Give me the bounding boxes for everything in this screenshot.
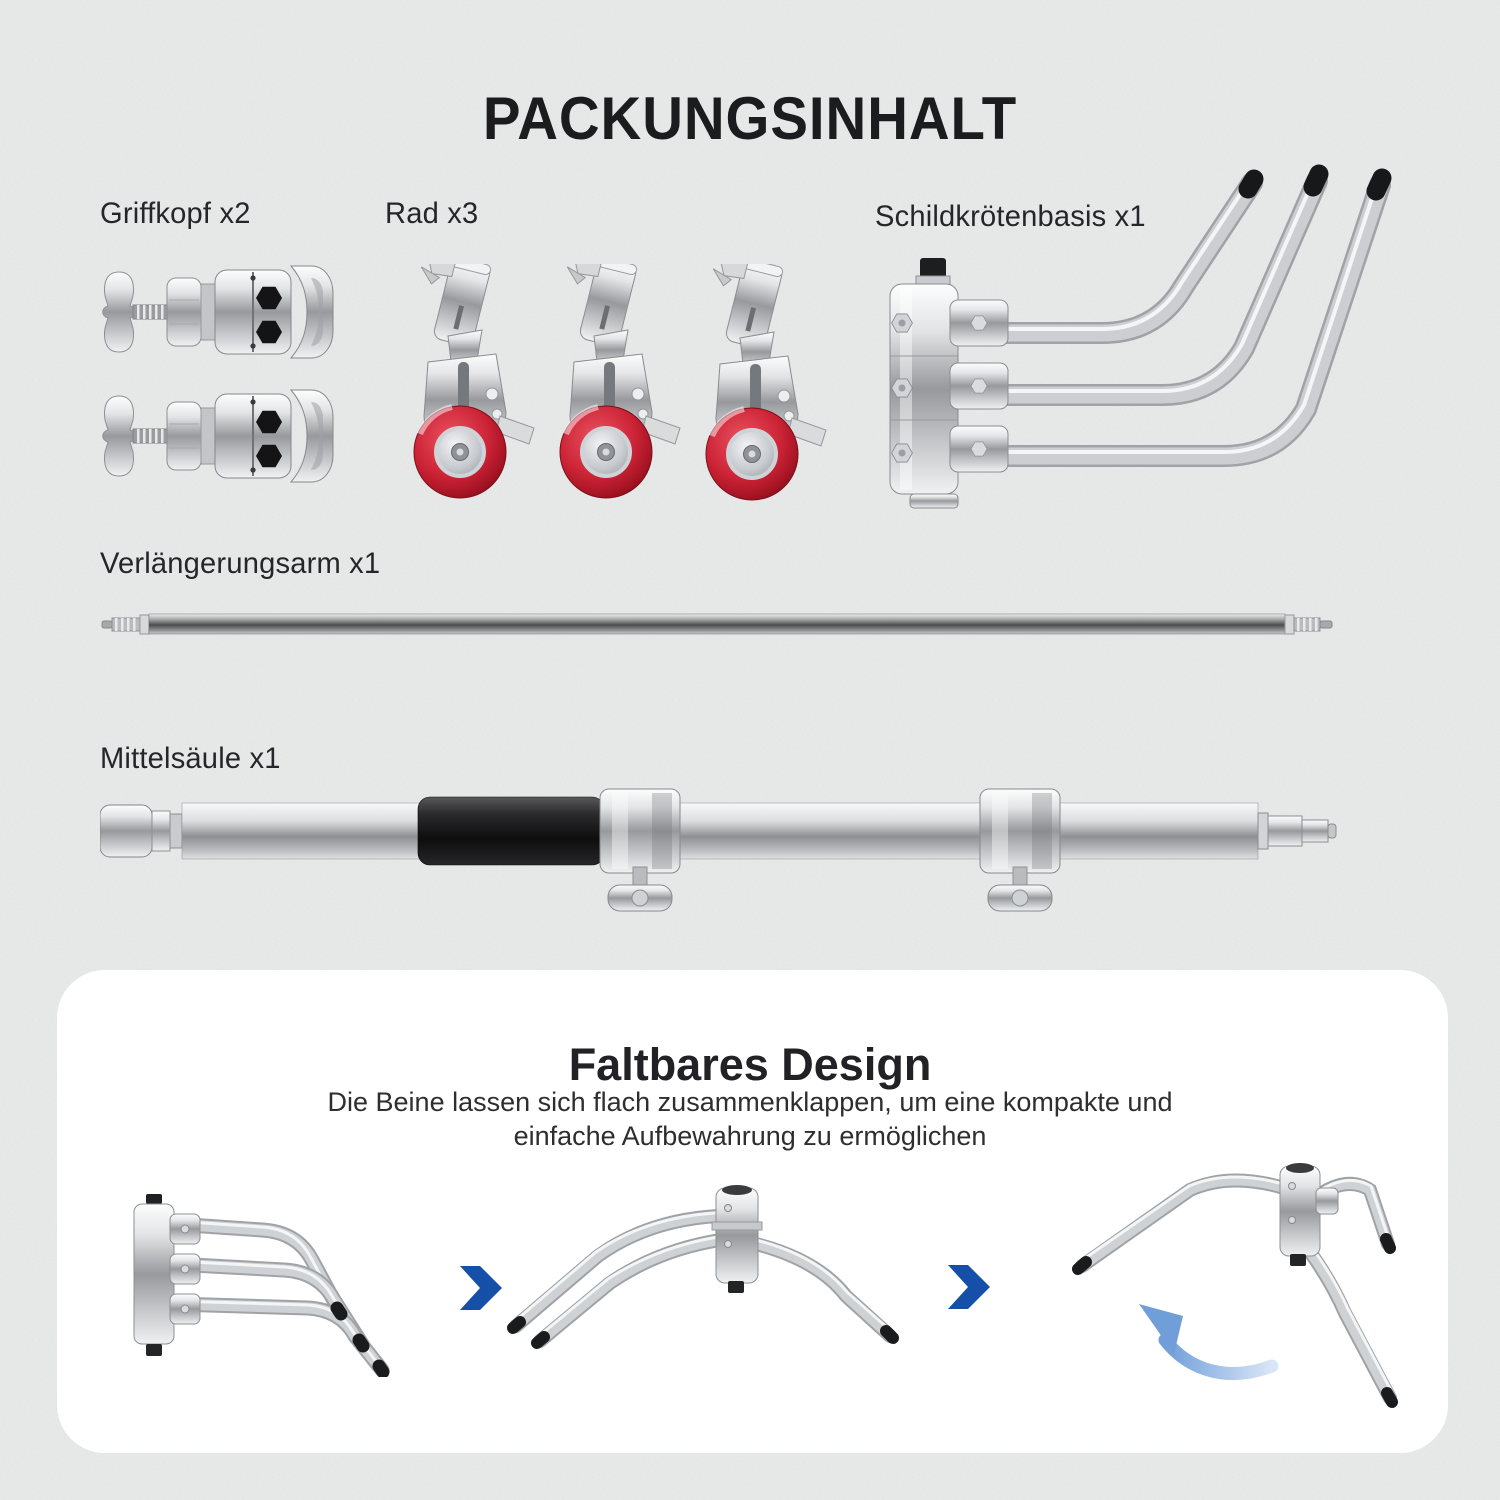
caster-wheel-photo — [378, 264, 828, 504]
stand-legs-folded-icon — [112, 1192, 402, 1377]
extension-arm-photo — [100, 598, 1340, 650]
card-title: Faltbares Design — [568, 1039, 932, 1091]
grip-head-photo — [95, 256, 335, 492]
label-center-column: Mittelsäule x1 — [100, 742, 281, 775]
label-caster-wheel: Rad x3 — [385, 197, 479, 230]
turtle-base-photo — [862, 148, 1442, 530]
label-extension-arm: Verlängerungsarm x1 — [100, 547, 381, 580]
chevron-right-icon — [946, 1263, 992, 1311]
curved-arrow-up-left-icon — [1139, 1304, 1272, 1374]
label-grip-head: Griffkopf x2 — [100, 197, 251, 230]
stand-legs-unfolded-icon — [1040, 1158, 1440, 1430]
center-column-photo — [100, 783, 1340, 918]
card-description-line1: Die Beine lassen sich flach zusammenklappen, um eine kompakte und — [327, 1087, 1173, 1117]
card-description-line2: einfache Aufbewahrung zu ermöglichen — [513, 1121, 987, 1151]
page-title: PACKUNGSINHALT — [482, 85, 1018, 153]
label-turtle-base: Schildkrötenbasis x1 — [875, 200, 1146, 233]
stand-legs-half-unfolded-icon — [498, 1178, 918, 1383]
